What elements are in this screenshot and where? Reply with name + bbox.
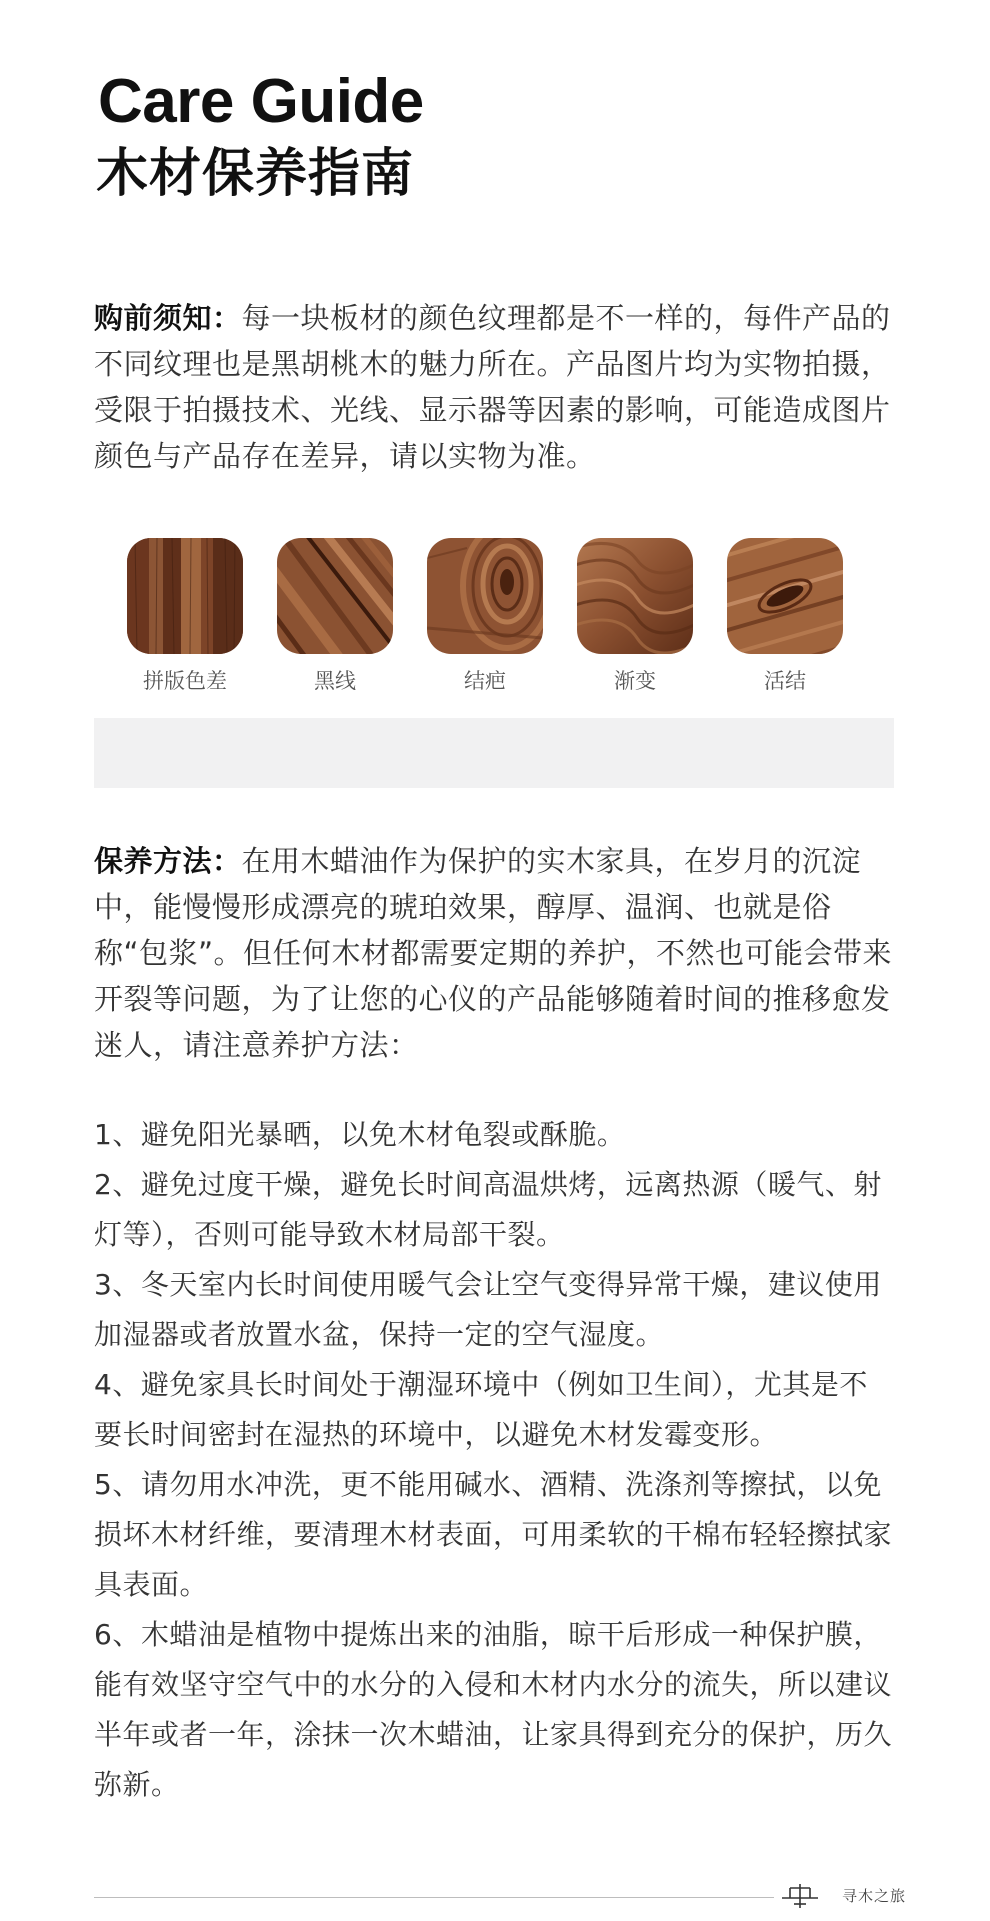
- footer-divider: [94, 1897, 774, 1898]
- care-item: 3、冬天室内长时间使用暖气会让空气变得异常干燥，建议使用加湿器或者放置水盆，保持一定的空气湿度。: [94, 1268, 882, 1351]
- wood-knot-scar-swatch: [427, 538, 543, 654]
- purchase-notice-lead: 购前须知：: [94, 301, 242, 335]
- swatch-label: 活结: [764, 669, 806, 693]
- wood-color-difference-swatch: [127, 538, 243, 654]
- care-item: 4、避免家具长时间处于潮湿环境中（例如卫生间），尤其是不要长时间密封在湿热的环境中，以避免木材发霉变形。: [94, 1368, 868, 1451]
- page-title-english: Care Guide: [98, 67, 424, 136]
- wood-live-knot-swatch: [727, 538, 843, 654]
- brand-logo-icon: [780, 1880, 820, 1910]
- swatch-label: 拼版色差: [143, 669, 227, 693]
- swatch-color-difference: [127, 538, 243, 696]
- swatch-label: 黑线: [314, 669, 356, 693]
- swatch-black-line: [277, 538, 393, 696]
- swatch-label: 渐变: [614, 669, 656, 693]
- grey-divider-band: [94, 718, 894, 788]
- swatch-knot-scar: [427, 538, 543, 696]
- page-title-chinese: 木材保养指南: [96, 144, 415, 204]
- care-item: 5、请勿用水冲洗，更不能用碱水、酒精、洗涤剂等擦拭，以免损坏木材纤维，要清理木材表面，可用柔软的干棉布轻轻擦拭家具表面。: [94, 1468, 893, 1601]
- brand-name: 寻木之旅: [842, 1887, 907, 1905]
- care-item: 6、木蜡油是植物中提炼出来的油脂，晾干后形成一种保护膜，能有效坚守空气中的水分的入侵和木材内水分的流失，所以建议半年或者一年，涂抹一次木蜡油，让家具得到充分的保护，历久弥新。: [94, 1618, 893, 1801]
- wood-gradient-swatch: [577, 538, 693, 654]
- wood-swatch-row: [127, 538, 847, 698]
- care-instructions-list: [94, 1110, 894, 1810]
- care-method-intro: [94, 838, 894, 1068]
- swatch-label: 结疤: [464, 669, 506, 693]
- care-method-lead: 保养方法：: [94, 844, 242, 878]
- wood-black-line-swatch: [277, 538, 393, 654]
- care-item: 1、避免阳光暴晒，以免木材龟裂或酥脆。: [94, 1118, 626, 1151]
- swatch-live-knot: [727, 538, 843, 696]
- purchase-notice: [94, 295, 894, 479]
- care-item: 2、避免过度干燥，避免长时间高温烘烤，远离热源（暖气、射灯等），否则可能导致木材局部干裂。: [94, 1168, 882, 1251]
- care-method-text: 在用木蜡油作为保护的实木家具，在岁月的沉淀中，能慢慢形成漂亮的琥珀效果，醇厚、温润、也就是俗称“包浆”。但任何木材都需要定期的养护，不然也可能会带来开裂等问题，为了让您的心仪的产品能够随着时间的推移愈发迷人，请注意养护方法：: [94, 844, 893, 1062]
- swatch-gradient: [577, 538, 693, 696]
- purchase-notice-text: 每一块板材的颜色纹理都是不一样的，每件产品的不同纹理也是黑胡桃木的魅力所在。产品图片均为实物拍摄，受限于拍摄技术、光线、显示器等因素的影响，可能造成图片颜色与产品存在差异，请以实物为准。: [94, 301, 891, 473]
